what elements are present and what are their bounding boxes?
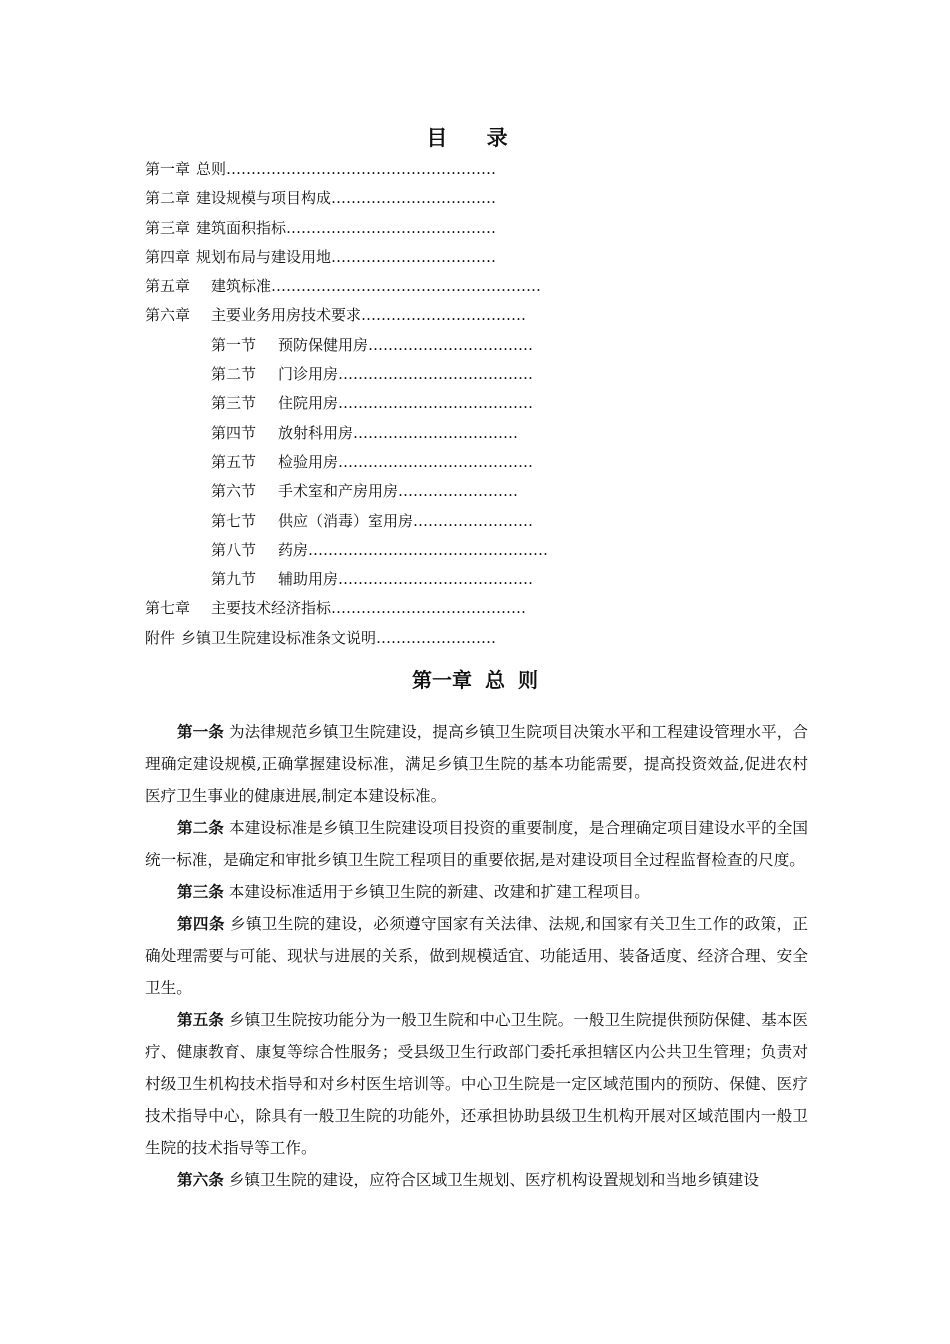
toc-item[interactable] <box>145 214 705 243</box>
toc-item-leader: …………………………… <box>331 247 497 266</box>
toc-item-title: 建筑标准 <box>211 277 272 296</box>
toc-item[interactable] <box>145 360 705 389</box>
toc-item-title: 主要业务用房技术要求 <box>211 306 362 325</box>
toc-item[interactable] <box>145 419 705 448</box>
toc-item-title: 药房 <box>278 540 309 559</box>
article-text: 乡镇卫生院的建设，应符合区域卫生规划、医疗机构设置规划和当地乡镇建设 <box>223 1171 759 1189</box>
toc-item-title: 建筑面积指标 <box>196 218 287 237</box>
toc-item-leader: ……………………………………………… <box>226 160 497 178</box>
toc-item-title: 辅助用房 <box>278 570 339 589</box>
toc-title: 目 录 <box>426 125 524 150</box>
toc-item-number: 第一节 <box>211 335 257 354</box>
toc-item-leader: …………………………… <box>353 423 519 442</box>
toc-item-number: 第七章 <box>145 599 191 618</box>
toc-item-number: 第三节 <box>211 394 257 413</box>
article-label: 第一条 <box>177 722 224 741</box>
table-of-contents <box>145 155 705 653</box>
article-label: 第五条 <box>177 1010 224 1029</box>
toc-item-leader: …………………… <box>413 511 534 530</box>
toc-item[interactable] <box>145 389 705 418</box>
article-label: 第四条 <box>177 914 225 933</box>
toc-item-leader: …………………… <box>398 482 519 501</box>
toc-item[interactable] <box>145 448 705 477</box>
article-text: 乡镇卫生院按功能分为一般卫生院和中心卫生院。一般卫生院提供预防保健、基本医疗、健康教育、康复等综合性服务；受县级卫生行政部门委托承担辖区内公共卫生管理；负责对村级卫生机构技术指导和对乡村医生培训等。中心卫生院是一定区域范围内的预防、保健、医疗技术指导中心，除具有一般卫生院的功能外，还承担协助县级卫生机构开展对区域范围内一般卫生院的技术指导等工作。 <box>145 1011 808 1157</box>
toc-item[interactable] <box>145 301 705 330</box>
toc-item-number: 第四章 <box>145 247 191 266</box>
toc-item-number: 第六章 <box>145 306 191 325</box>
toc-item-number: 第七节 <box>211 511 257 530</box>
toc-item-leader: ………………………………… <box>338 452 534 471</box>
toc-item[interactable] <box>145 272 705 301</box>
toc-item[interactable] <box>145 477 705 506</box>
toc-item[interactable] <box>145 594 705 623</box>
toc-item-number: 第二节 <box>211 365 257 384</box>
toc-item-title: 乡镇卫生院建设标准条文说明 <box>181 628 377 647</box>
article-label: 第二条 <box>177 818 224 837</box>
toc-item-number: 第五节 <box>211 452 257 471</box>
article-paragraph <box>145 812 808 876</box>
toc-item-leader: …………………………… <box>368 335 534 354</box>
toc-item-number: 第八节 <box>211 540 257 559</box>
article-text: 为法律规范乡镇卫生院建设，提高乡镇卫生院项目决策水平和工程建设管理水平，合理确定建设规模,正确掌握建设标准，满足乡镇卫生院的基本功能需要，提高投资效益,促进农村医疗卫生事业的健康进展,制定本建设标准。 <box>145 723 808 805</box>
toc-item-number: 第五章 <box>145 277 191 296</box>
toc-item-leader: …………………………… <box>331 189 497 208</box>
article-paragraph <box>145 1164 808 1196</box>
toc-item-title: 手术室和产房用房 <box>278 482 399 501</box>
toc-item[interactable] <box>145 155 705 184</box>
article-text: 本建设标准适用于乡镇卫生院的新建、改建和扩建工程项目。 <box>223 883 650 901</box>
toc-item-title: 检验用房 <box>278 452 339 471</box>
article-label: 第六条 <box>177 1170 224 1189</box>
article-paragraph <box>145 1004 808 1164</box>
toc-item-title: 主要技术经济指标 <box>211 599 332 618</box>
article-label: 第三条 <box>177 882 224 901</box>
toc-item[interactable] <box>145 184 705 213</box>
toc-item-leader: …………………………… <box>361 306 527 325</box>
toc-item-leader: ………………………………………… <box>308 540 549 559</box>
article-text: 乡镇卫生院的建设，必须遵守国家有关法律、法规,和国家有关卫生工作的政策，正确处理需要与可能、现状与进展的关系，做到规模适宜、功能适用、装备适度、经济合理、安全卫生。 <box>145 915 808 997</box>
article-paragraph <box>145 716 808 812</box>
article-text: 本建设标准是乡镇卫生院建设项目投资的重要制度，是合理确定项目建设水平的全国统一标准，是确定和审批乡镇卫生院工程项目的重要依据,是对建设项目全过程监督检查的尺度。 <box>145 819 808 869</box>
toc-item-leader: …………………………………… <box>286 218 497 237</box>
toc-item-number: 第二章 <box>145 189 191 208</box>
toc-item-number: 第四节 <box>211 423 257 442</box>
toc-item-number: 附件 <box>145 628 176 647</box>
toc-item[interactable] <box>145 536 705 565</box>
toc-item[interactable] <box>145 565 705 594</box>
toc-item-number: 第九节 <box>211 570 257 589</box>
toc-item-number: 第三章 <box>145 218 191 237</box>
toc-item[interactable] <box>145 331 705 360</box>
article-paragraph <box>145 876 808 908</box>
toc-item-title: 供应（消毒）室用房 <box>278 511 414 530</box>
chapter-body <box>145 716 808 1196</box>
toc-item-leader: ………………………………… <box>331 599 527 618</box>
toc-item[interactable] <box>145 243 705 272</box>
toc-item-title: 规划布局与建设用地 <box>196 247 332 266</box>
toc-item-title: 放射科用房 <box>278 423 354 442</box>
toc-item-title: 建设规模与项目构成 <box>196 189 332 208</box>
chapter-title: 第一章 总 则 <box>412 668 538 692</box>
toc-item-title: 总则 <box>196 160 227 178</box>
toc-item-number: 第一章 <box>145 160 191 178</box>
toc-item-leader: ………………………………… <box>338 365 534 384</box>
toc-item-leader: ………………………………… <box>338 570 534 589</box>
toc-item[interactable] <box>145 624 705 653</box>
toc-item-title: 预防保健用房 <box>278 335 369 354</box>
toc-item-leader: …………………… <box>376 628 497 647</box>
toc-item-title: 住院用房 <box>278 394 339 413</box>
article-paragraph <box>145 908 808 1004</box>
toc-item-title: 门诊用房 <box>278 365 339 384</box>
toc-item-number: 第六节 <box>211 482 257 501</box>
toc-item-leader: ……………………………………………… <box>271 277 542 296</box>
toc-item-leader: ………………………………… <box>338 394 534 413</box>
toc-item[interactable] <box>145 507 705 536</box>
